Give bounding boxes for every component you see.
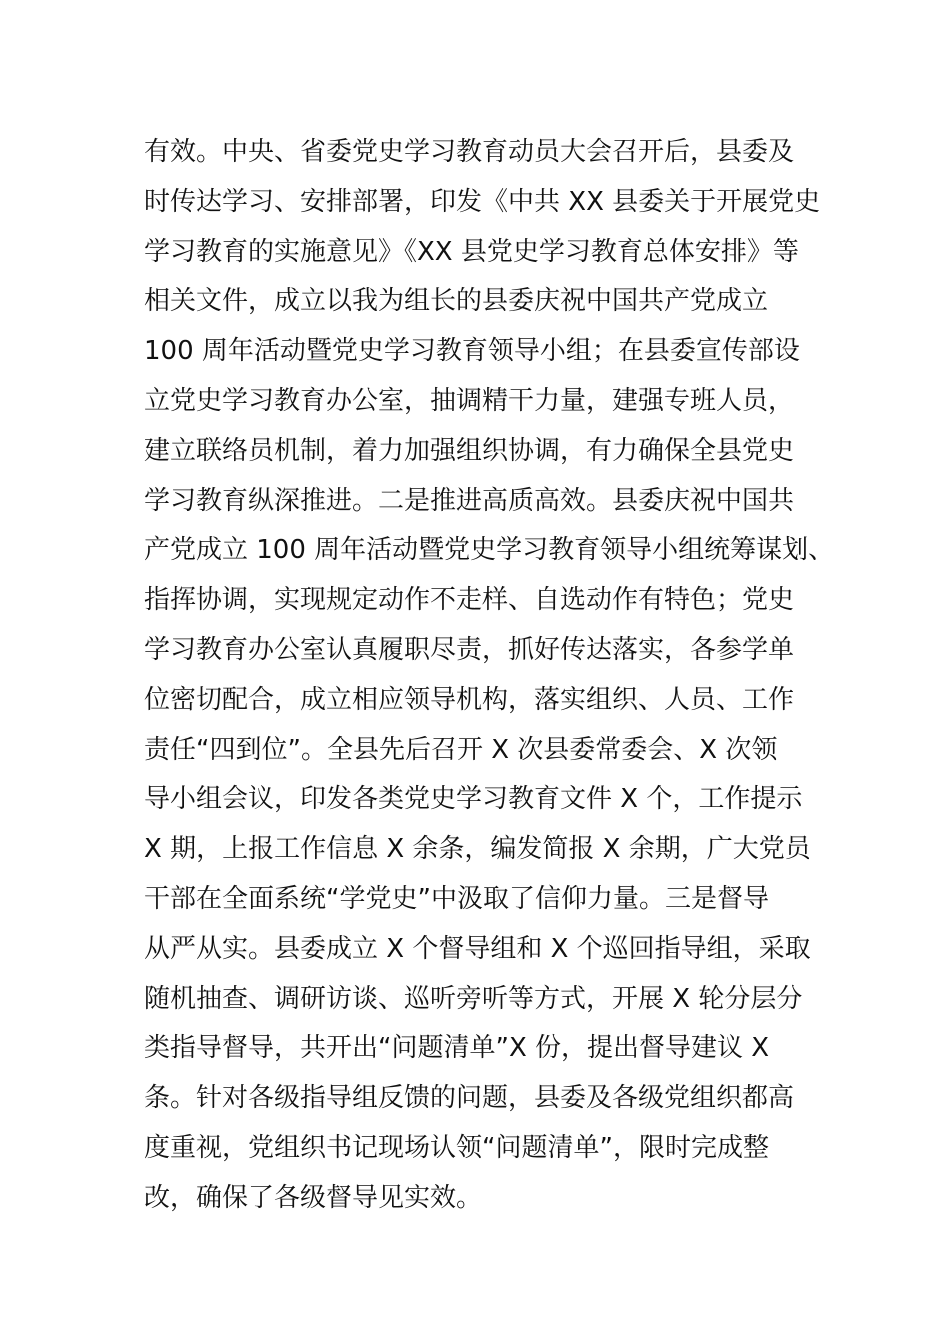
text-line: 100 周年活动暨党史学习教育领导小组；在县委宣传部设 (144, 336, 800, 367)
text-line: 干部在全面系统“学党史”中汲取了信仰力量。三是督导 (144, 883, 769, 914)
text-line: 随机抽查、调研访谈、巡听旁听等方式，开展 X 轮分层分 (144, 983, 803, 1014)
text-line: 导小组会议，印发各类党史学习教育文件 X 个，工作提示 (144, 784, 803, 815)
text-line: 度重视，党组织书记现场认领“问题清单”，限时完成整 (144, 1132, 769, 1163)
text-line: 位密切配合，成立相应领导机构，落实组织、人员、工作 (144, 684, 795, 715)
text-line: 责任“四到位”。全县先后召开 X 次县委常委会、X 次领 (144, 734, 778, 765)
text-line: 改，确保了各级督导见实效。 (144, 1182, 483, 1213)
text-line: 建立联络员机制，着力加强组织协调，有力确保全县党史 (144, 435, 795, 466)
text-line: 类指导督导，共开出“问题清单”X 份，提出督导建议 X (144, 1033, 770, 1064)
text-line: 学习教育办公室认真履职尽责，抓好传达落实，各参学单 (144, 634, 795, 665)
text-line: 学习教育的实施意见》《XX 县党史学习教育总体安排》等 (144, 236, 799, 267)
text-line: 产党成立 100 周年活动暨党史学习教育领导小组统筹谋划、 (144, 535, 835, 566)
text-line: 条。针对各级指导组反馈的问题，县委及各级党组织都高 (144, 1083, 795, 1114)
text-line: 从严从实。县委成立 X 个督导组和 X 个巡回指导组，采取 (144, 933, 811, 964)
text-line: 有效。中央、省委党史学习教育动员大会召开后，县委及 (144, 137, 795, 167)
text-line: 立党史学习教育办公室，抽调精干力量，建强专班人员， (144, 385, 795, 416)
text-line: 时传达学习、安排部署，印发《中共 XX 县委关于开展党史 (144, 186, 821, 217)
text-line: 指挥协调，实现规定动作不走样、自选动作有特色；党史 (144, 585, 795, 616)
body-paragraph (144, 128, 835, 1224)
text-line: X 期，上报工作信息 X 余条，编发简报 X 余期，广大党员 (144, 834, 811, 865)
text-line: 学习教育纵深推进。二是推进高质高效。县委庆祝中国共 (144, 485, 795, 516)
text-line: 相关文件，成立以我为组长的县委庆祝中国共产党成立 (144, 286, 769, 317)
